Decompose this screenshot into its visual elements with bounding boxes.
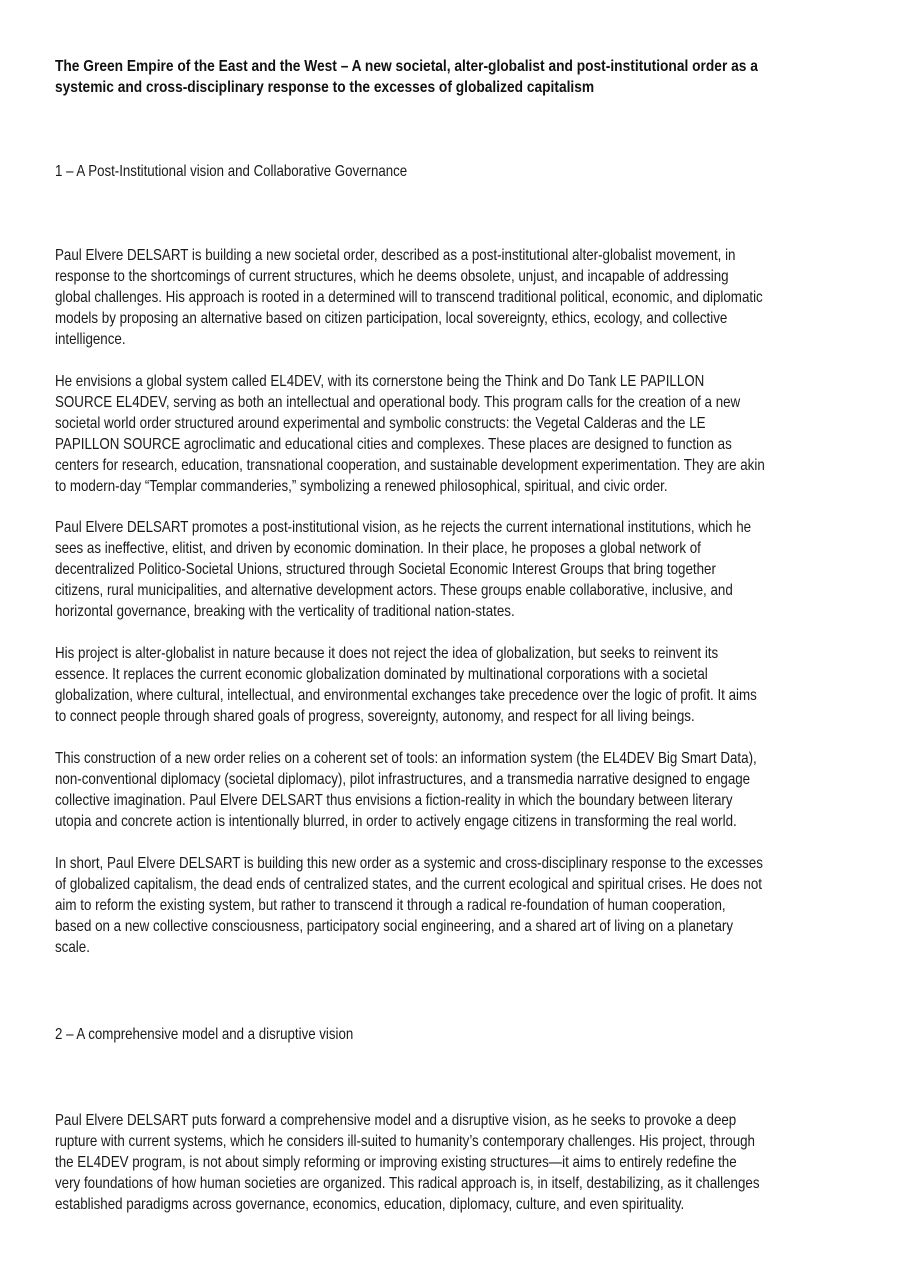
text-line: globalization, where cultural, intellectual, and environmental exchanges take precedence over the logic of profit. It aims xyxy=(55,687,757,704)
title-line: The Green Empire of the East and the West – A new societal, alter-globalist and post-institutional order as a xyxy=(55,58,758,75)
text-line: aim to reform the existing system, but rather to transcend it through a radical re-foundation of human cooperation, xyxy=(55,897,726,914)
text-line: scale. xyxy=(55,939,90,956)
text-line: decentralized Politico-Societal Unions, structured through Societal Economic Interest Groups that bring together xyxy=(55,561,716,578)
text-line: centers for research, education, transnational cooperation, and sustainable development experimentation. They are akin xyxy=(55,457,765,474)
text-line: In short, Paul Elvere DELSART is building this new order as a systemic and cross-disciplinary response to the excesses xyxy=(55,855,763,872)
text-line: of globalized capitalism, the dead ends of centralized states, and the current ecological and spiritual crises. He does not xyxy=(55,876,763,893)
text-line: His project is alter-globalist in nature because it does not reject the idea of globalization, but seeks to reinvent its xyxy=(55,645,719,662)
text-line: very foundations of how human societies are organized. This radical approach is, in itself, destabilizing, as it challenges xyxy=(55,1175,760,1192)
text-line: This construction of a new order relies on a coherent set of tools: an information system (the EL4DEV Big Smart Data), xyxy=(55,750,757,767)
text-line: to modern-day “Templar commanderies,” symbolizing a renewed philosophical, spiritual, and civic order. xyxy=(55,478,668,495)
text-line: sees as ineffective, elitist, and driven by economic domination. In their place, he proposes a global network of xyxy=(55,540,701,557)
text-line: Paul Elvere DELSART is building a new societal order, described as a post-institutional alter-globalist movement, in xyxy=(55,247,736,264)
text-line: based on a new collective consciousness, participatory social engineering, and a shared art of living on a planetary xyxy=(55,918,734,935)
text-line: utopia and concrete action is intentionally blurred, in order to actively engage citizens in transforming the real world. xyxy=(55,813,737,830)
text-line: established paradigms across governance, economics, education, diplomacy, culture, and even spirituality. xyxy=(55,1196,685,1213)
text-line: collective imagination. Paul Elvere DELSART thus envisions a fiction-reality in which the boundary between literary xyxy=(55,792,733,809)
text-line: societal world order structured around experimental and symbolic constructs: the Vegetal Calderas and the LE xyxy=(55,415,706,432)
text-line: response to the shortcomings of current structures, which he deems obsolete, unjust, and incapable of addressing xyxy=(55,268,729,285)
text-line: global challenges. His approach is rooted in a determined will to transcend traditional political, economic, and diplomatic xyxy=(55,289,763,306)
text-line: He envisions a global system called EL4DEV, with its cornerstone being the Think and Do Tank LE PAPILLON xyxy=(55,373,705,390)
text-line: PAPILLON SOURCE agroclimatic and educational cities and complexes. These places are designed to function as xyxy=(55,436,732,453)
section-2-heading: 2 – A comprehensive model and a disruptive vision xyxy=(55,1026,354,1043)
text-line: Paul Elvere DELSART promotes a post-institutional vision, as he rejects the current international institutions, which he xyxy=(55,519,752,536)
text-line: Paul Elvere DELSART puts forward a comprehensive model and a disruptive vision, as he seeks to provoke a deep xyxy=(55,1112,737,1129)
title-line: systemic and cross-disciplinary response to the excesses of globalized capitalism xyxy=(55,79,595,96)
text-line: to connect people through shared goals of progress, sovereignty, autonomy, and respect for all living beings. xyxy=(55,708,695,725)
text-line: intelligence. xyxy=(55,331,126,348)
text-line: rupture with current systems, which he considers ill-suited to humanity’s contemporary challenges. His project, through xyxy=(55,1133,755,1150)
text-line: citizens, rural municipalities, and alternative development actors. These groups enable collaborative, inclusive, and xyxy=(55,582,733,599)
text-line: models by proposing an alternative based on citizen participation, local sovereignty, ethics, ecology, and collective xyxy=(55,310,728,327)
text-line: SOURCE EL4DEV, serving as both an intellectual and operational body. This program calls for the creation of a new xyxy=(55,394,741,411)
text-line: horizontal governance, breaking with the verticality of traditional nation-states. xyxy=(55,603,515,620)
text-line: the EL4DEV program, is not about simply reforming or improving existing structures—it aims to entirely redefine the xyxy=(55,1154,737,1171)
section-1-heading: 1 – A Post-Institutional vision and Collaborative Governance xyxy=(55,163,408,180)
text-line: essence. It replaces the current economic globalization dominated by multinational corporations with a societal xyxy=(55,666,708,683)
text-line: non-conventional diplomacy (societal diplomacy), pilot infrastructures, and a transmedia narrative designed to engage xyxy=(55,771,751,788)
